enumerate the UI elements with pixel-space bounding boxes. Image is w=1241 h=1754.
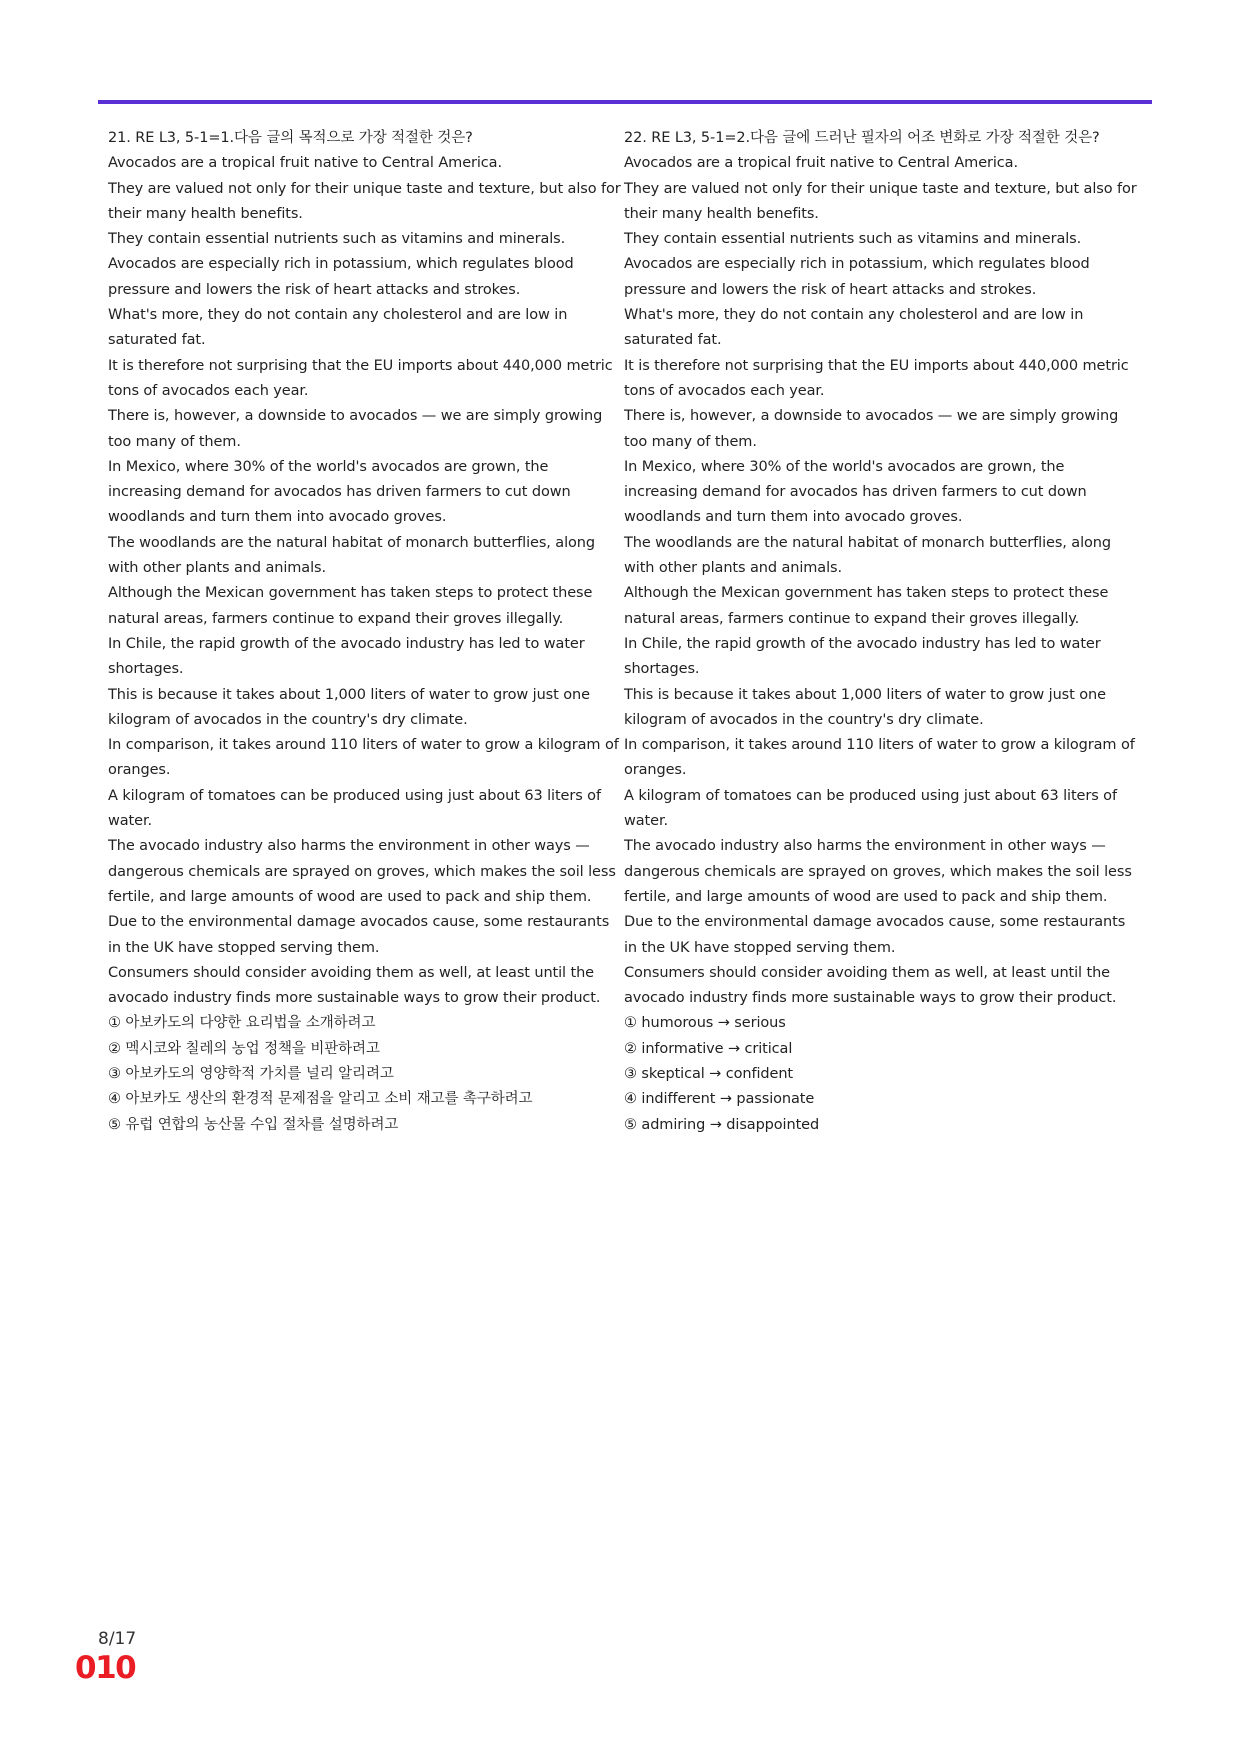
passage-line: The avocado industry also harms the environment in other ways — dangerous chemicals are sprayed on groves, which makes the soil less fertile, and large amounts of wood are used to pack and ship them.: [624, 838, 1132, 905]
answer-option: ④ indifferent → passionate: [624, 1091, 815, 1108]
passage-line: There is, however, a downside to avocados — we are simply growing too many of them.: [624, 408, 1119, 450]
passage-line: Due to the environmental damage avocados cause, some restaurants in the UK have stopped serving them.: [624, 914, 1126, 956]
passage-line: They are valued not only for their unique taste and texture, but also for their many health benefits.: [108, 180, 621, 222]
passage-line: There is, however, a downside to avocados — we are simply growing too many of them.: [108, 408, 603, 450]
passage-line: They are valued not only for their unique taste and texture, but also for their many health benefits.: [624, 180, 1137, 222]
passage-line: Although the Mexican government has taken steps to protect these natural areas, farmers continue to expand their groves illegally.: [108, 585, 593, 627]
answer-option: ② informative → critical: [624, 1040, 793, 1057]
answer-option: ① 아보카도의 다양한 요리법을 소개하려고: [108, 1015, 376, 1032]
answer-option: ⑤ 유럽 연합의 농산물 수입 절차를 설명하려고: [108, 1116, 399, 1133]
passage-line: This is because it takes about 1,000 liters of water to grow just one kilogram of avocados in the country's dry climate.: [108, 686, 590, 728]
passage-line: A kilogram of tomatoes can be produced using just about 63 liters of water.: [624, 787, 1117, 830]
passage-line: Avocados are a tropical fruit native to Central America.: [624, 155, 1018, 172]
passage-line: What's more, they do not contain any cholesterol and are low in saturated fat.: [108, 307, 568, 349]
page-number: 8/17: [98, 1629, 137, 1649]
passage-line: The woodlands are the natural habitat of monarch butterflies, along with other plants and animals.: [624, 534, 1111, 577]
question-21-column: [108, 126, 623, 1138]
passage-line: Consumers should consider avoiding them as well, at least until the avocado industry finds more sustainable ways to grow their product.: [624, 964, 1117, 1007]
passage-line: Although the Mexican government has taken steps to protect these natural areas, farmers continue to expand their groves illegally.: [624, 585, 1109, 627]
passage-line: What's more, they do not contain any cholesterol and are low in saturated fat.: [624, 307, 1084, 349]
passage-line: The woodlands are the natural habitat of monarch butterflies, along with other plants and animals.: [108, 534, 595, 577]
answer-option: ③ skeptical → confident: [624, 1065, 794, 1082]
header-rule: [98, 100, 1152, 104]
question-22-column: [624, 126, 1139, 1138]
passage-line: This is because it takes about 1,000 liters of water to grow just one kilogram of avocados in the country's dry climate.: [624, 686, 1106, 728]
passage-line: In comparison, it takes around 110 liters of water to grow a kilogram of oranges.: [624, 737, 1135, 779]
passage-line: The avocado industry also harms the environment in other ways — dangerous chemicals are sprayed on groves, which makes the soil less fertile, and large amounts of wood are used to pack and ship them.: [108, 838, 616, 905]
answer-option: ② 멕시코와 칠레의 농업 정책을 비판하려고: [108, 1040, 380, 1057]
passage-line: In comparison, it takes around 110 liters of water to grow a kilogram of oranges.: [108, 737, 619, 779]
passage-line: It is therefore not surprising that the EU imports about 440,000 metric tons of avocados each year.: [624, 357, 1129, 399]
answer-option: ① humorous → serious: [624, 1015, 786, 1032]
passage-line: It is therefore not surprising that the EU imports about 440,000 metric tons of avocados each year.: [108, 357, 613, 399]
passage-line: In Mexico, where 30% of the world's avocados are grown, the increasing demand for avocados has driven farmers to cut down woodlands and turn them into avocado groves.: [108, 458, 571, 526]
answer-option: ④ 아보카도 생산의 환경적 문제점을 알리고 소비 재고를 촉구하려고: [108, 1091, 533, 1108]
passage-line: Due to the environmental damage avocados cause, some restaurants in the UK have stopped serving them.: [108, 914, 610, 956]
publisher-logo: 010: [75, 1650, 136, 1686]
answer-option: ⑤ admiring → disappointed: [624, 1116, 820, 1133]
passage-line: Avocados are especially rich in potassium, which regulates blood pressure and lowers the risk of heart attacks and strokes.: [624, 256, 1090, 298]
passage-line: In Chile, the rapid growth of the avocado industry has led to water shortages.: [108, 635, 585, 678]
passage-line: In Mexico, where 30% of the world's avocados are grown, the increasing demand for avocados has driven farmers to cut down woodlands and turn them into avocado groves.: [624, 458, 1087, 526]
passage-line: Consumers should consider avoiding them as well, at least until the avocado industry finds more sustainable ways to grow their product.: [108, 964, 601, 1007]
passage-line: Avocados are a tropical fruit native to Central America.: [108, 155, 502, 172]
passage-line: They contain essential nutrients such as vitamins and minerals.: [624, 231, 1082, 248]
question-22-header: 22. RE L3, 5-1=2.다음 글에 드러난 필자의 어조 변화로 가장 적절한 것은?: [624, 130, 1100, 146]
passage-line: In Chile, the rapid growth of the avocado industry has led to water shortages.: [624, 635, 1101, 678]
answer-option: ③ 아보카도의 영양학적 가치를 널리 알리려고: [108, 1065, 394, 1082]
passage-line: They contain essential nutrients such as vitamins and minerals.: [108, 231, 566, 248]
question-21-header: 21. RE L3, 5-1=1.다음 글의 목적으로 가장 적절한 것은?: [108, 130, 473, 146]
passage-line: Avocados are especially rich in potassium, which regulates blood pressure and lowers the risk of heart attacks and strokes.: [108, 256, 574, 298]
passage-line: A kilogram of tomatoes can be produced using just about 63 liters of water.: [108, 787, 601, 830]
